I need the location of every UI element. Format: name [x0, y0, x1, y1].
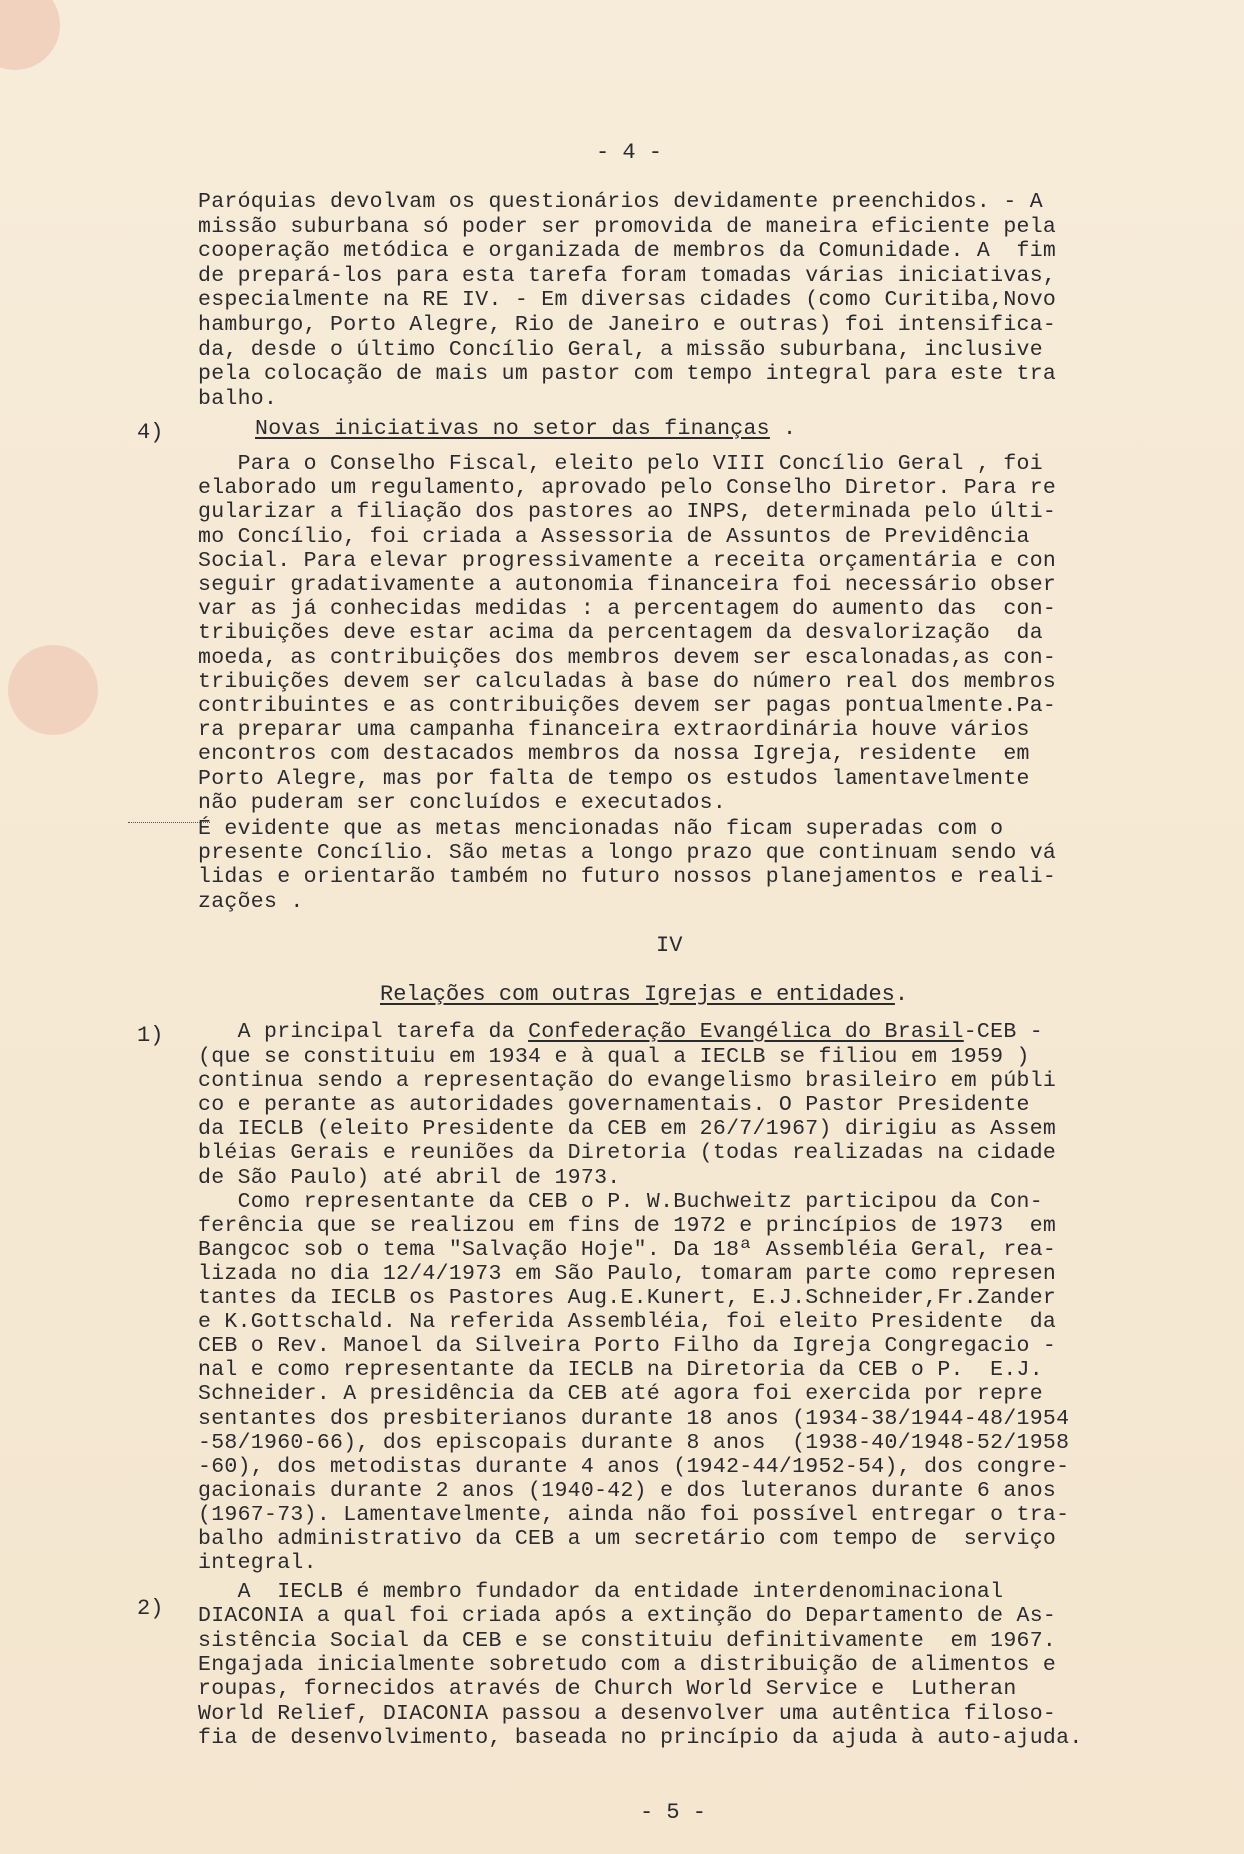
part-heading-suffix: .: [894, 982, 909, 1007]
punch-hole-mark: [0, 0, 60, 70]
text-line: Social. Para elevar progressivamente a receita orçamentária e con: [198, 548, 1057, 573]
text-line: e K.Gottschald. Na referida Assembléia, foi eleito Presidente da: [198, 1310, 1057, 1335]
text-line: não puderam ser concluídos e executados.: [198, 790, 727, 815]
text-line: gularizar a filiação dos pastores ao INPS, determinada pelo últi-: [198, 500, 1057, 525]
item-number: 2): [137, 1596, 164, 1621]
text-line: da, desde o último Concílio Geral, a missão suburbana, inclusive: [198, 337, 1043, 362]
text-line: É evidente que as metas mencionadas não ficam superadas com o: [198, 817, 1004, 841]
organization-name: Confederação Evangélica do Brasil: [528, 1020, 964, 1044]
text-line: World Relief, DIACONIA passou a desenvolver uma autêntica filoso-: [198, 1701, 1057, 1726]
text-line: -58/1960-66), dos episcopais durante 8 anos (1938-40/1948-52/1958: [198, 1430, 1070, 1455]
text-line: continua sendo a representação do evangelismo brasileiro em públi: [198, 1069, 1057, 1094]
text-line: de São Paulo) até abril de 1973.: [198, 1165, 621, 1190]
text-line: lidas e orientarão também no futuro nossos planejamentos e reali-: [198, 865, 1057, 890]
text-line: A IECLB é membro fundador da entidade interdenominacional: [198, 1580, 1004, 1604]
text-line: bléias Gerais e reuniões da Diretoria (todas realizadas na cidade: [198, 1141, 1057, 1166]
text-line: encontros com destacados membros da nossa Igreja, residente em: [198, 742, 1030, 767]
section-heading-text: Novas iniciativas no setor das finanças: [255, 417, 770, 441]
text-line: (que se constituiu em 1934 e à qual a IECLB se filiou em 1959 ): [198, 1045, 1030, 1069]
part-heading-text: Relações com outras Igrejas e entidades: [380, 982, 895, 1007]
text-line: zações .: [198, 889, 304, 914]
part-roman-numeral: IV: [656, 933, 683, 958]
text-line: tribuições devem ser calculadas à base do número real dos membros: [198, 669, 1057, 694]
text-line: Bangcoc sob o tema "Salvação Hoje". Da 18ª Assembléia Geral, rea-: [198, 1237, 1057, 1262]
text-line: especialmente na RE IV. - Em diversas cidades (como Curitiba,Novo: [198, 288, 1057, 313]
part-heading: [380, 982, 908, 1007]
text-line: (1967-73). Lamentavelmente, ainda não foi possível entregar o tra-: [198, 1502, 1070, 1527]
text-line: Como representante da CEB o P. W.Buchweitz participou da Con-: [198, 1189, 1043, 1214]
text-line: -60), dos metodistas durante 4 anos (1942-44/1952-54), dos congre-: [198, 1454, 1070, 1479]
text-line: Paróquias devolvam os questionários devidamente preenchidos. - A: [198, 190, 1043, 214]
text-line: CEB o Rev. Manoel da Silveira Porto Filho da Igreja Congregacio -: [198, 1334, 1057, 1359]
item-1-prefix: A principal tarefa da: [198, 1020, 529, 1044]
text-line: missão suburbana só poder ser promovida de maneira eficiente pela: [198, 214, 1057, 239]
text-line: de prepará-los para esta tarefa foram tomadas várias iniciativas,: [198, 263, 1057, 288]
text-line: fia de desenvolvimento, baseada no princípio da ajuda à auto-ajuda.: [198, 1725, 1083, 1750]
text-line: nal e como representante da IECLB na Diretoria da CEB o P. E.J.: [198, 1358, 1043, 1383]
page-number-bottom: - 5 -: [640, 1800, 707, 1825]
text-line: cooperação metódica e organizada de membros da Comunidade. A fim: [198, 239, 1057, 264]
text-line: elaborado um regulamento, aprovado pelo Conselho Diretor. Para re: [198, 476, 1057, 501]
text-line: var as já conhecidas medidas : a percentagem do aumento das con-: [198, 597, 1057, 622]
text-line: presente Concílio. São metas a longo prazo que continuam sendo vá: [198, 841, 1057, 866]
text-line: sentantes dos presbiterianos durante 18 anos (1934-38/1944-48/1954: [198, 1406, 1070, 1431]
item-1-suffix: -CEB -: [963, 1020, 1043, 1044]
text-line: Schneider. A presidência da CEB até agora foi exercida por repre: [198, 1382, 1043, 1407]
section-heading: [255, 417, 796, 442]
text-line: sistência Social da CEB e se constituiu definitivamente em 1967.: [198, 1628, 1057, 1653]
text-line: ra preparar uma campanha financeira extraordinária houve vários: [198, 718, 1030, 743]
text-line: lizada no dia 12/4/1973 em São Paulo, tomaram parte como represen: [198, 1261, 1057, 1286]
text-line: co e perante as autoridades governamentais. O Pastor Presidente: [198, 1093, 1030, 1118]
text-line: tribuições deve estar acima da percentagem da desvalorização da: [198, 621, 1043, 646]
text-line: da IECLB (eleito Presidente da CEB em 26/7/1967) dirigiu as Assem: [198, 1117, 1057, 1142]
punch-hole-mark: [8, 645, 98, 735]
text-line: tantes da IECLB os Pastores Aug.E.Kunert, E.J.Schneider,Fr.Zander: [198, 1286, 1057, 1310]
text-line: balho.: [198, 386, 278, 411]
text-line: Engajada inicialmente sobretudo com a distribuição de alimentos e: [198, 1652, 1057, 1677]
page-number-top: - 4 -: [596, 140, 663, 165]
text-line: moeda, as contribuições dos membros devem ser escalonadas,as con-: [198, 645, 1057, 670]
text-line: seguir gradativamente a autonomia financeira foi necessário obser: [198, 573, 1057, 597]
text-line: integral.: [198, 1551, 317, 1576]
text-line: Para o Conselho Fiscal, eleito pelo VIII Concílio Geral , foi: [198, 452, 1043, 476]
text-line: ferência que se realizou em fins de 1972 e princípios de 1973 em: [198, 1213, 1057, 1238]
text-line: gacionais durante 2 anos (1940-42) e dos luteranos durante 6 anos: [198, 1478, 1057, 1503]
text-line: DIACONIA a qual foi criada após a extinção do Departamento de As-: [198, 1604, 1057, 1629]
text-line: pela colocação de mais um pastor com tempo integral para este tra: [198, 362, 1057, 387]
section-number: 4): [137, 420, 164, 445]
text-line: balho administrativo da CEB a um secretário com tempo de serviço: [198, 1527, 1057, 1551]
margin-dotted-line: [128, 822, 210, 823]
text-line: roupas, fornecidos através de Church World Service e Lutheran: [198, 1677, 1017, 1702]
section-heading-suffix: .: [769, 417, 797, 441]
text-line: hamburgo, Porto Alegre, Rio de Janeiro e outras) foi intensifica-: [198, 313, 1057, 337]
text-line: contribuintes e as contribuições devem ser pagas pontualmente.Pa-: [198, 694, 1057, 718]
text-line: Porto Alegre, mas por falta de tempo os estudos lamentavelmente: [198, 766, 1030, 791]
item-number: 1): [137, 1023, 164, 1048]
text-line: mo Concílio, foi criada a Assessoria de Assuntos de Previdência: [198, 524, 1030, 549]
item-1-first-line: [198, 1020, 1043, 1045]
